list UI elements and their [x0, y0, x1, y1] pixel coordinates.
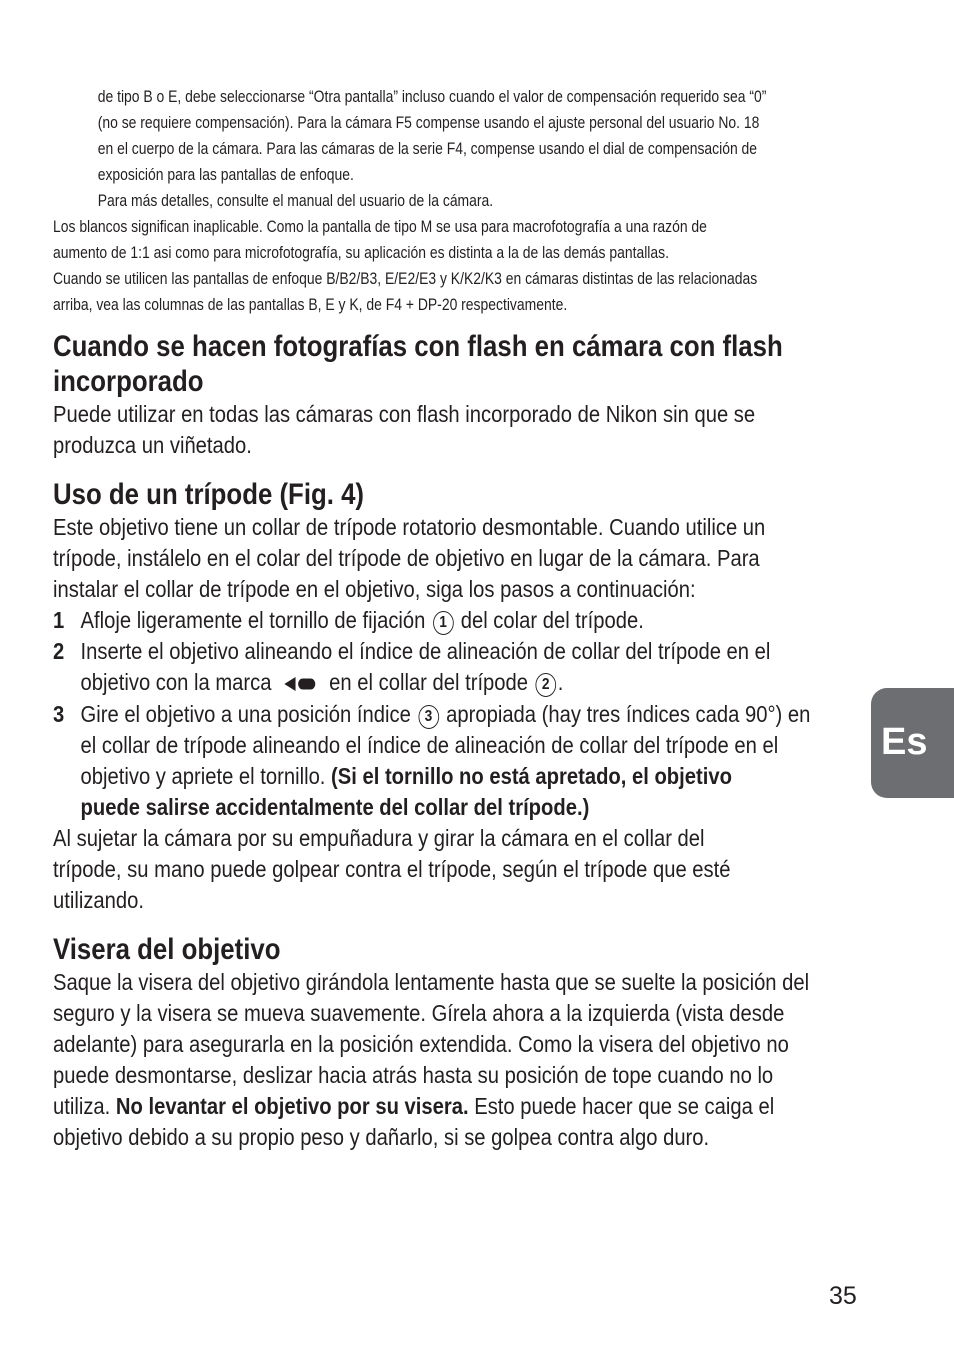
tripod-intro-line2: trípode, instálelo en el colar del trípode de objetivo en lugar de la cámara. Para: [53, 545, 760, 571]
hood-text-line: seguro y la visera se mueva suavemente. Gírela ahora a la izquierda (vista desde: [53, 1000, 785, 1027]
language-tab-label: Es: [881, 721, 928, 763]
step-text: .: [557, 669, 564, 695]
note-line: exposición para las pantallas de enfoque.: [97, 166, 354, 184]
alignment-mark-icon: [284, 668, 317, 699]
circled-number-1-icon: 1: [433, 611, 454, 635]
tripod-intro-line3: instalar el collar de trípode en el objetivo, siga los pasos a continuación:: [53, 576, 696, 602]
tripod-step-1: [53, 605, 861, 636]
hood-text-line: objetivo debido a su propio peso y dañarlo, si se golpea contra algo duro.: [53, 1124, 710, 1151]
step-text: objetivo y apriete el tornillo.: [80, 763, 326, 790]
tripod-step-3: [53, 699, 861, 823]
step-text: apropiada (hay tres índices cada 90°) en: [446, 701, 811, 728]
step-text: del colar del trípode.: [460, 607, 644, 633]
footnotes: [53, 84, 873, 318]
step-text: objetivo con la marca: [80, 669, 272, 695]
note-line: Cuando se utilicen las pantallas de enfoque B/B2/B3, E/E2/E3 y K/K2/K3 en cámaras distintas de las relacionadas: [53, 270, 758, 288]
tripod-step-2: [53, 636, 861, 699]
warning-text: (Si el tornillo no está apretado, el objetivo: [331, 763, 732, 790]
flash-heading: [53, 329, 861, 399]
tripod-outro-line1: Al sujetar la cámara por su empuñadura y girar la cámara en el collar del: [53, 825, 705, 852]
hood-text-line: utiliza.: [53, 1093, 111, 1120]
hood-text: [53, 967, 861, 1153]
step-text: Afloje ligeramente el tornillo de fijación: [80, 607, 426, 633]
note-line: (no se requiere compensación). Para la cámara F5 compense usando el ajuste personal del usuario No. 18: [97, 114, 760, 132]
tripod-outro: [53, 823, 861, 916]
note-line: aumento de 1:1 asi como para microfotografía, su aplicación es distinta a la de las demás pantallas.: [53, 244, 669, 262]
flash-text-line1: Puede utilizar en todas las cámaras con flash incorporado de Nikon sin que se: [53, 401, 756, 427]
tripod-heading: Uso de un trípode (Fig. 4): [53, 478, 365, 511]
step-text: Gire el objetivo a una posición índice: [80, 701, 411, 728]
note-line: en el cuerpo de la cámara. Para las cámaras de la serie F4, compense usando el dial de compensación de: [97, 140, 758, 158]
hood-text-line: Esto puede hacer que se caiga el: [474, 1093, 775, 1120]
hood-text-line: adelante) para asegurarla en la posición extendida. Como la visera del objetivo no: [53, 1031, 789, 1058]
note-line: arriba, vea las columnas de las pantallas B, E y K, de F4 + DP-20 respectivamente.: [53, 296, 568, 314]
note-line: de tipo B o E, debe seleccionarse “Otra pantalla” incluso cuando el valor de compensación requerido sea “0”: [97, 88, 767, 106]
hood-heading: Visera del objetivo: [53, 933, 281, 967]
warning-text: puede salirse accidentalmente del collar del trípode.): [80, 794, 590, 821]
hood-warning: No levantar el objetivo por su visera.: [115, 1093, 469, 1120]
flash-heading-line2: incorporado: [53, 365, 204, 398]
note-line: Para más detalles, consulte el manual del usuario de la cámara.: [97, 192, 494, 210]
tripod-outro-line3: utilizando.: [53, 887, 145, 914]
tripod-outro-line2: trípode, su mano puede golpear contra el trípode, según el trípode que esté: [53, 856, 731, 883]
language-tab: [871, 688, 954, 798]
step-number: 2: [53, 638, 65, 664]
flash-text: [53, 399, 861, 461]
circled-number-3-icon: 3: [418, 705, 439, 729]
flash-heading-line1: Cuando se hacen fotografías con flash en cámara con flash: [53, 330, 783, 363]
tripod-intro-line1: Este objetivo tiene un collar de trípode rotatorio desmontable. Cuando utilice un: [53, 514, 766, 540]
circled-number-2-icon: 2: [535, 673, 556, 697]
step-number: 3: [53, 701, 65, 728]
step-text: el collar de trípode alineando el índice de alineación de collar del trípode en el: [80, 732, 779, 759]
tripod-intro: [53, 512, 861, 605]
flash-text-line2: produzca un viñetado.: [53, 432, 252, 458]
main-content: [53, 329, 861, 1153]
hood-text-line: puede desmontarse, deslizar hacia atrás hasta su posición de tope cuando no lo: [53, 1062, 774, 1089]
step-text: Inserte el objetivo alineando el índice de alineación de collar del trípode en el: [80, 638, 771, 664]
page-number: 35: [829, 1282, 857, 1310]
step-text: en el collar del trípode: [329, 669, 529, 695]
hood-text-line: Saque la visera del objetivo girándola lentamente hasta que se suelte la posición del: [53, 969, 810, 996]
step-number: 1: [53, 607, 65, 633]
note-line: Los blancos significan inaplicable. Como la pantalla de tipo M se usa para macrofotografía a una razón de: [53, 218, 707, 236]
